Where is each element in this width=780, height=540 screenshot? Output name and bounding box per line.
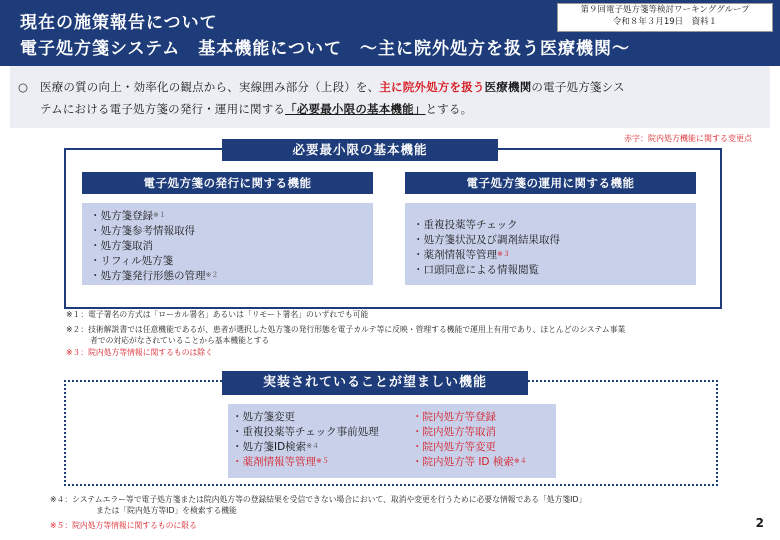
list-item (413, 263, 696, 278)
intro-text-3: テムにおける電子処方箋の発行・運用に関する (40, 102, 286, 116)
red-text-legend: 赤字：院内処方機能に関する変更点 (624, 134, 752, 143)
footnote-2-line-2: 者での対応がなされていることから基本機能とする (90, 336, 270, 345)
list-item (412, 440, 527, 455)
meeting-date: 令和８年３月19日 資料１ (612, 17, 718, 27)
list-item (90, 254, 373, 269)
footnote-2 (66, 324, 726, 346)
list-item (412, 410, 527, 425)
footnote-3: ※３：院内処方等情報に関するものは除く (66, 348, 213, 357)
recommended-right-column (412, 410, 527, 470)
meeting-name: 第９回電子処方箋等検討ワーキンググループ (580, 5, 750, 15)
operation-functions-list (405, 203, 696, 285)
intro-text-2: の電子処方箋シス (531, 80, 625, 94)
list-item (413, 233, 696, 248)
list-item-text: ・処方箋参考情報取得 (90, 225, 195, 237)
list-item-text: ・院内処方等登録 (412, 411, 496, 423)
intro-text-1: 医療の質の向上・効率化の観点から、実線囲み部分（上段）を、 (40, 80, 380, 94)
list-item (412, 455, 527, 470)
list-item-text: ・重複投薬等チェック (413, 219, 518, 231)
list-item-text: ・処方箋状況及び調剤結果取得 (413, 234, 560, 246)
list-item (90, 269, 373, 284)
intro-bullet: ○ (18, 80, 29, 94)
list-item (232, 440, 379, 455)
issuance-functions-title: 電子処方箋の発行に関する機能 (82, 172, 373, 194)
list-item (232, 425, 379, 440)
basic-functions-title: 必要最小限の基本機能 (222, 139, 498, 161)
recommended-left-column (232, 410, 379, 470)
list-item-text: ・処方箋取消 (90, 240, 153, 252)
list-item-text: ・処方箋変更 (232, 411, 295, 423)
intro-paragraph (18, 76, 760, 120)
list-item (232, 410, 379, 425)
list-item (90, 239, 373, 254)
footnote-marker: ※４ (306, 442, 320, 450)
list-item (90, 209, 373, 224)
list-item-text: ・院内処方等取消 (412, 426, 496, 438)
list-item (413, 218, 696, 233)
recommended-functions-list (228, 404, 556, 478)
footnote-4-line-2: または「院内処方等ID」を検索する機能 (96, 506, 237, 515)
footnote-marker: ※４ (513, 457, 527, 465)
list-item-text: ・処方箋発行形態の管理 (90, 270, 206, 282)
footnote-4-line-1: ※４：システムエラー等で電子処方箋または院内処方等の登録結果を受信できない場合において、取消や変更を行うために必要な情報である「処方箋ID」 (50, 495, 587, 504)
intro-text-bold: 医療機関 (484, 80, 532, 94)
list-item-text: ・薬剤情報等管理 (413, 249, 497, 261)
title-line-1: 現在の施策報告について (20, 13, 218, 33)
list-item-text: ・処方箋登録 (90, 210, 153, 222)
list-item-text: ・院内処方等 ID 検索 (412, 456, 514, 468)
footnote-4 (50, 494, 750, 516)
list-item-text: ・リフィル処方箋 (90, 255, 174, 267)
intro-text-red: 主に院外処方を扱う (379, 80, 485, 94)
list-item-text: ・重複投薬等チェック事前処理 (232, 426, 379, 438)
list-item-text: ・薬剤情報等管理 (232, 456, 316, 468)
page-number: 2 (755, 516, 764, 530)
intro-panel (10, 66, 770, 128)
footnote-marker: ※２ (205, 271, 219, 279)
issuance-functions-list (82, 203, 373, 285)
operation-functions-title: 電子処方箋の運用に関する機能 (405, 172, 696, 194)
footnote-marker: ※１ (153, 211, 166, 219)
list-item-text: ・処方箋ID検索 (232, 441, 307, 453)
intro-text-4: とする。 (425, 102, 473, 116)
list-item (412, 425, 527, 440)
recommended-functions-title: 実装されていることが望ましい機能 (222, 371, 528, 395)
list-item (90, 224, 373, 239)
footnote-1: ※１：電子署名の方式は「ローカル署名」あるいは「リモート署名」のいずれでも可能 (66, 310, 369, 319)
title-line-2: 電子処方箋システム 基本機能について ～主に院外処方を扱う医療機関～ (20, 39, 630, 59)
footnote-5: ※５：院内処方等情報に関するものに限る (50, 521, 197, 530)
footnote-2-line-1: ※２：技術解説書では任意機能であるが、患者が選択した処方箋の発行形態を電子カルテ等に反映・管理する機能で運用上有用であり、ほとんどのシステム事業 (66, 325, 626, 334)
meeting-info-box (557, 3, 773, 32)
header-bar (0, 0, 780, 66)
intro-text-emphasis: 「必要最小限の基本機能」 (285, 102, 426, 116)
list-item (232, 455, 379, 470)
list-item-text: ・院内処方等変更 (412, 441, 496, 453)
list-item-text: ・口頭同意による情報閲覧 (413, 264, 539, 276)
footnote-marker: ※３ (497, 250, 510, 258)
list-item (413, 248, 696, 263)
footnote-marker: ※５ (316, 457, 329, 465)
